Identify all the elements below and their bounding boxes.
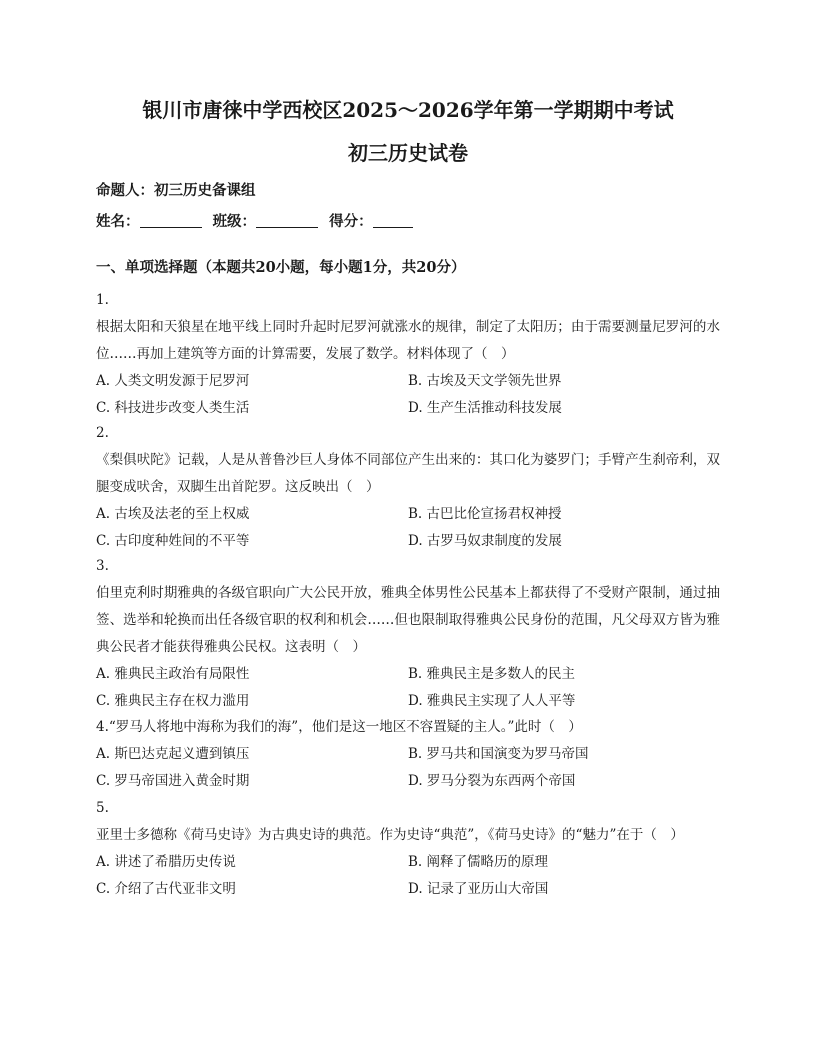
option-d[interactable]: D. 记录了亚历山大帝国 [408, 881, 549, 897]
option-a[interactable]: A. 斯巴达克起义遭到镇压 [96, 746, 250, 762]
options [96, 661, 720, 715]
question-4 [96, 714, 720, 795]
class-blank [256, 212, 318, 228]
exam-subtitle: 初三历史试卷 [348, 141, 468, 165]
question-5 [96, 795, 720, 903]
option-b[interactable]: B. 雅典民主是多数人的民主 [408, 666, 576, 682]
name-blank [140, 212, 202, 228]
name-label: 姓名： [96, 213, 140, 230]
options [96, 741, 720, 795]
question-number: 3. [96, 558, 109, 574]
question-stem: “罗马人将地中海称为我们的海”，他们是这一地区不容置疑的主人。”此时（ ） [108, 719, 582, 735]
option-b[interactable]: B. 古巴比伦宣扬君权神授 [408, 506, 562, 522]
option-b[interactable]: B. 罗马共和国演变为罗马帝国 [408, 746, 589, 762]
option-d[interactable]: D. 生产生活推动科技发展 [408, 400, 562, 416]
class-label: 班级： [212, 213, 257, 230]
option-c[interactable]: C. 介绍了古代亚非文明 [96, 881, 236, 897]
question-stem: 亚里士多德称《荷马史诗》为古典史诗的典范。作为史诗“典范”，《荷马史诗》的“魅力”在于（ ） [96, 827, 684, 843]
score-label: 得分： [329, 213, 373, 230]
question-stem: 伯里克利时期雅典的各级官职向广大公民开放，雅典全体男性公民基本上都获得了不受财产限制，通过抽签、选举和轮换而出任各级官职的权利和机会……但也限制取得雅典公民身份的范围，凡父母双方皆为雅典公民者才能获得雅典公民权。这表明（ ） [96, 585, 720, 655]
option-a[interactable]: A. 古埃及法老的至上权威 [96, 506, 250, 522]
option-d[interactable]: D. 罗马分裂为东西两个帝国 [408, 773, 576, 789]
options [96, 368, 720, 422]
option-b[interactable]: B. 阐释了儒略历的原理 [408, 854, 549, 870]
option-c[interactable]: C. 科技进步改变人类生活 [96, 400, 250, 416]
question-number: 1. [96, 292, 109, 308]
option-c[interactable]: C. 雅典民主存在权力滥用 [96, 693, 250, 709]
option-a[interactable]: A. 讲述了希腊历史传说 [96, 854, 236, 870]
options [96, 849, 720, 903]
question-stem: 《梨俱吠陀》记载，人是从普鲁沙巨人身体不同部位产生出来的：其口化为婆罗门；手臂产生刹帝利，双腿变成吠舍，双脚生出首陀罗。这反映出（ ） [96, 452, 720, 495]
question-1 [96, 287, 720, 422]
option-c[interactable]: C. 罗马帝国进入黄金时期 [96, 773, 250, 789]
student-info-line [96, 212, 413, 232]
option-c[interactable]: C. 古印度种姓间的不平等 [96, 533, 250, 549]
question-stem-line [96, 714, 720, 741]
exam-title: 银川市唐徕中学西校区2025～2026学年第一学期期中考试 [142, 98, 674, 122]
score-blank [373, 212, 413, 228]
question-number: 5. [96, 800, 109, 816]
author-line: 命题人：初三历史备课组 [96, 182, 256, 199]
question-number: 2. [96, 425, 109, 441]
question-3 [96, 553, 720, 715]
option-d[interactable]: D. 古罗马奴隶制度的发展 [408, 533, 562, 549]
question-number: 4. [96, 719, 109, 735]
option-d[interactable]: D. 雅典民主实现了人人平等 [408, 693, 576, 709]
question-stem: 根据太阳和天狼星在地平线上同时升起时尼罗河就涨水的规律，制定了太阳历；由于需要测量尼罗河的水位……再加上建筑等方面的计算需要，发展了数学。材料体现了（ ） [96, 319, 720, 362]
options [96, 501, 720, 555]
option-b[interactable]: B. 古埃及天文学领先世界 [408, 373, 562, 389]
question-2 [96, 420, 720, 555]
option-a[interactable]: A. 人类文明发源于尼罗河 [96, 373, 250, 389]
section-heading: 一、单项选择题（本题共20小题，每小题1分，共20分） [96, 259, 466, 276]
option-a[interactable]: A. 雅典民主政治有局限性 [96, 666, 250, 682]
